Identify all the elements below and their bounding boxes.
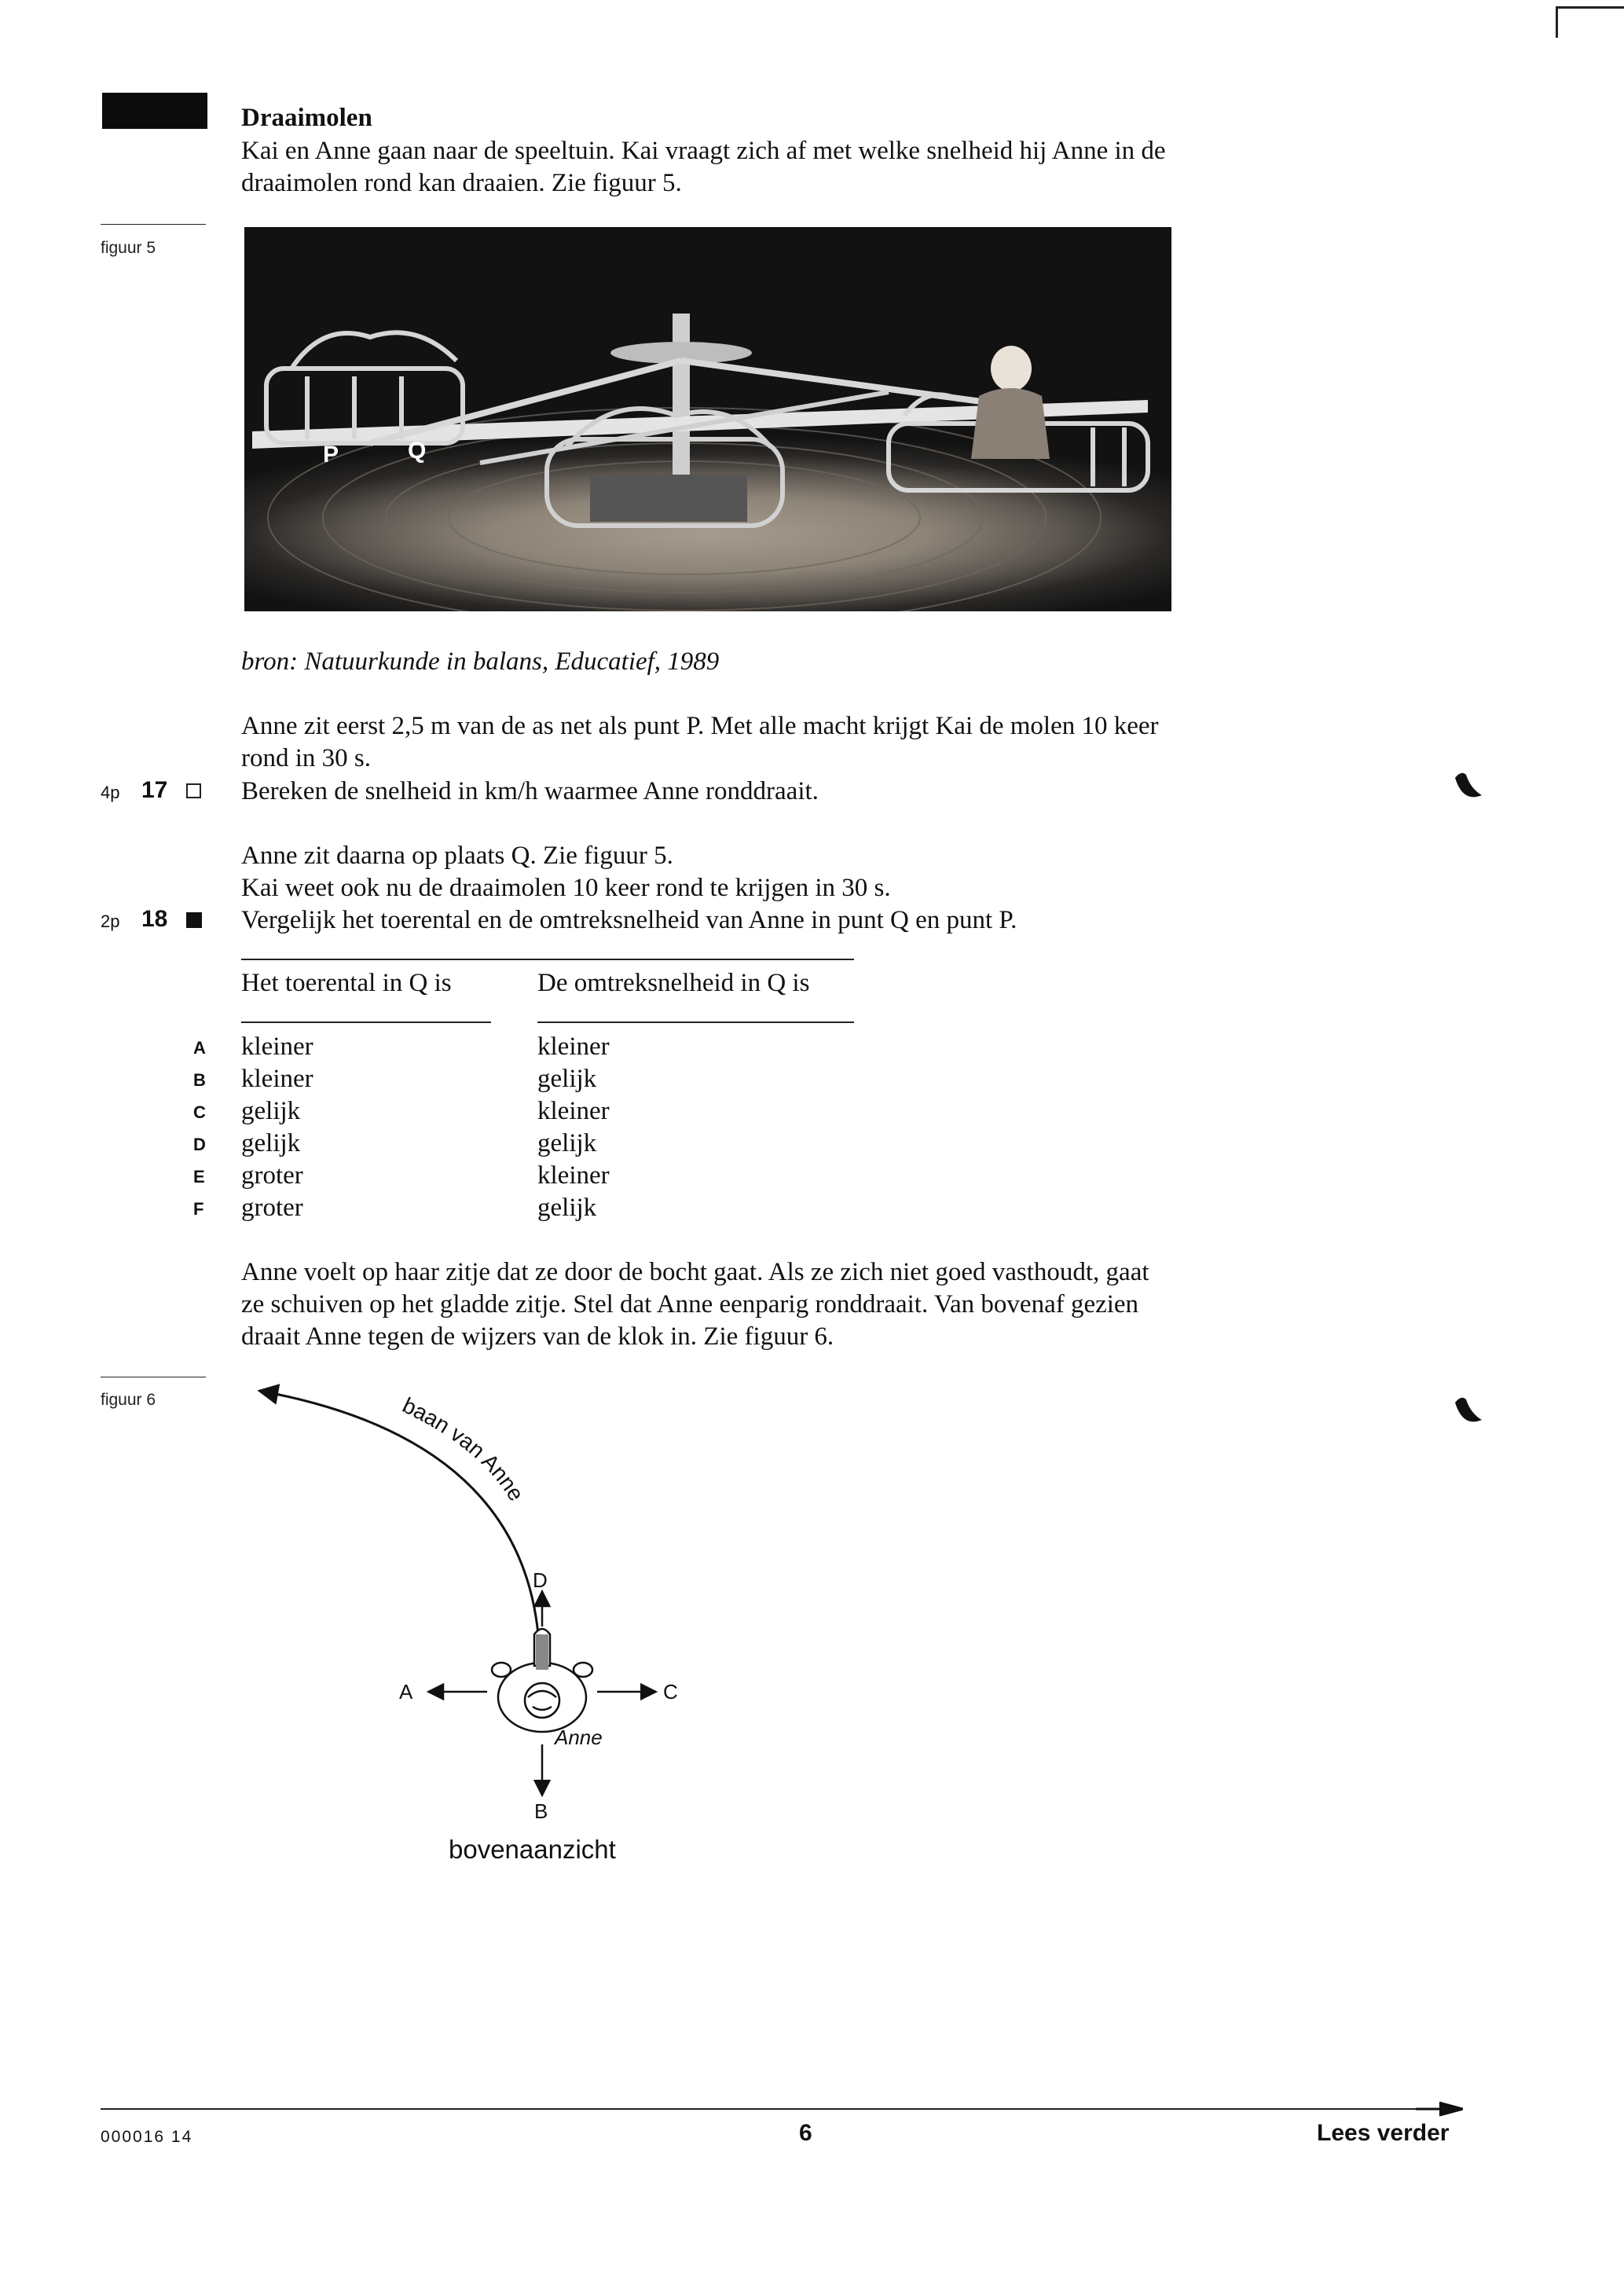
para1-line-2: rond in 30 s.	[241, 744, 371, 772]
option-c2: kleiner	[537, 1097, 610, 1125]
q17-number: 17	[141, 777, 168, 803]
option-letter[interactable]: A	[193, 1038, 206, 1058]
figure6-caption: bovenaanzicht	[449, 1835, 616, 1864]
direction-d: D	[533, 1568, 548, 1592]
q17-text: Bereken de snelheid in km/h waarmee Anne ronddraait.	[241, 777, 819, 805]
option-letter[interactable]: B	[193, 1070, 206, 1090]
option-c1: kleiner	[241, 1032, 313, 1061]
option-c1: kleiner	[241, 1065, 313, 1093]
figure5-source: bron: Natuurkunde in balans, Educatief, 1989	[241, 647, 720, 676]
table-rule-col2	[537, 1021, 854, 1023]
intro-line-2: draaimolen rond kan draaien. Zie figuur 5.	[241, 169, 682, 197]
next-page-label: Lees verder	[1317, 2120, 1450, 2146]
option-c1: groter	[241, 1194, 303, 1222]
binder-mark-icon	[1452, 1395, 1491, 1430]
option-c2: gelijk	[537, 1129, 597, 1157]
direction-c: C	[663, 1680, 678, 1704]
photo-mark-q: Q	[408, 438, 427, 464]
header-block	[102, 93, 207, 129]
table-header-col1: Het toerental in Q is	[241, 969, 452, 997]
intro-line-1: Kai en Anne gaan naar de speeltuin. Kai vraagt zich af met welke snelheid hij Anne in de	[241, 137, 1166, 165]
direction-a: A	[399, 1680, 413, 1704]
corner-mark	[1556, 6, 1624, 9]
table-header-col2: De omtreksnelheid in Q is	[537, 969, 810, 997]
direction-b: B	[534, 1799, 548, 1823]
option-c2: gelijk	[537, 1194, 597, 1222]
q17-checkbox[interactable]	[186, 783, 201, 798]
merry-go-round-photo	[244, 227, 1171, 611]
table-top-rule	[241, 959, 854, 960]
option-c2: gelijk	[537, 1065, 597, 1093]
path-label	[393, 1392, 550, 1552]
option-c1: gelijk	[241, 1097, 301, 1125]
figure5-label: figuur 5	[101, 239, 156, 257]
option-c2: kleiner	[537, 1161, 610, 1190]
q18-marker	[186, 912, 202, 928]
option-c1: gelijk	[241, 1129, 301, 1157]
footer-rule	[101, 2108, 1452, 2110]
para3-line-3: draait Anne tegen de wijzers van de klok in. Zie figuur 6.	[241, 1322, 834, 1351]
option-letter[interactable]: F	[193, 1199, 204, 1219]
option-letter[interactable]: E	[193, 1167, 205, 1187]
para3-line-2: ze schuiven op het gladde zitje. Stel dat Anne eenparig ronddraait. Van bovenaf gezien	[241, 1290, 1139, 1319]
para2-line-1: Anne zit daarna op plaats Q. Zie figuur 5.	[241, 842, 673, 870]
q18-points: 2p	[101, 911, 120, 931]
section-title: Draaimolen	[241, 104, 372, 132]
binder-mark-icon	[1452, 770, 1491, 805]
option-letter[interactable]: C	[193, 1102, 206, 1122]
para1-line-1: Anne zit eerst 2,5 m van de as net als punt P. Met alle macht krijgt Kai de molen 10 keer	[241, 712, 1159, 740]
page-number: 6	[799, 2120, 812, 2146]
footer-code: 000016 14	[101, 2128, 193, 2146]
para2-line-2: Kai weet ook nu de draaimolen 10 keer rond te krijgen in 30 s.	[241, 874, 891, 902]
q18-number: 18	[141, 906, 168, 932]
option-c2: kleiner	[537, 1032, 610, 1061]
option-c1: groter	[241, 1161, 303, 1190]
footer-arrow-icon	[1416, 2100, 1463, 2118]
q17-points: 4p	[101, 783, 120, 802]
svg-text:baan van Anne	[399, 1392, 529, 1505]
path-label-text: baan van Anne	[398, 1392, 530, 1506]
para3-line-1: Anne voelt op haar zitje dat ze door de bocht gaat. Als ze zich niet goed vasthoudt, gaat	[241, 1258, 1149, 1286]
table-rule-col1	[241, 1021, 491, 1023]
person-label: Anne	[555, 1726, 603, 1749]
figure6-label: figuur 6	[101, 1391, 156, 1409]
option-letter[interactable]: D	[193, 1135, 206, 1154]
q18-text: Vergelijk het toerental en de omtreksnelheid van Anne in punt Q en punt P.	[241, 906, 1017, 934]
photo-mark-p: P	[323, 442, 339, 468]
figure5-rule	[101, 224, 206, 225]
corner-mark-vertical	[1556, 6, 1558, 38]
